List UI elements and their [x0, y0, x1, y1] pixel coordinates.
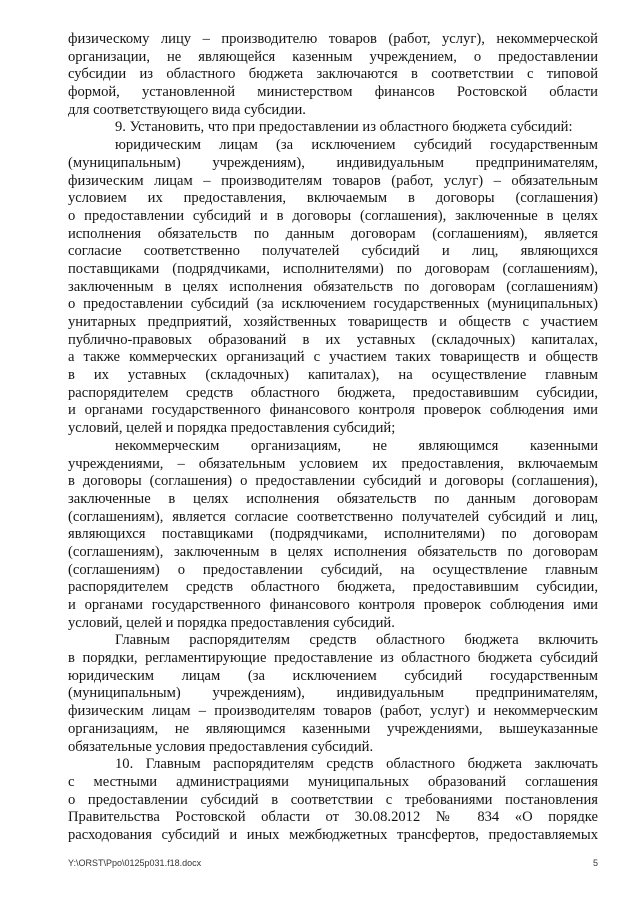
- text-line: условием их предоставления, включаемым в договоры (соглашения): [68, 190, 598, 207]
- text-line: (соглашениям) о предоставлении субсидий, на осуществление главным: [68, 561, 598, 578]
- text-line: учреждениями, – обязательным условием их предоставления, включаемым: [68, 455, 598, 472]
- text-line: унитарных предприятий, хозяйственных товариществ и обществ с участием: [68, 314, 598, 330]
- text-line: Правительства Ростовской области от 30.08.2012 № 834 «О порядке: [68, 809, 598, 826]
- text-line: в порядки, регламентирующие предоставление из областного бюджета субсидий: [68, 650, 598, 667]
- text-line: Главным распорядителям средств областного бюджета включить: [115, 632, 598, 649]
- text-line: а также коммерческих организаций с участием таких товариществ и обществ: [68, 349, 598, 366]
- text-line: (муниципальным) учреждениям), индивидуальным предпринимателям,: [68, 154, 598, 171]
- text-line: согласие соответственно получателей субсидий и лиц, являющихся: [68, 243, 598, 260]
- text-line: физическим лицам – производителям товаров (работ, услуг) и некоммерческим: [68, 703, 598, 720]
- text-line: заключенные в целях исполнения обязательств по данным договорам: [68, 490, 598, 507]
- text-line: о предоставлении субсидий в соответствии с требованиями постановления: [68, 791, 598, 808]
- text-line: заключенным в целях исполнения обязательств по договорам (соглашениям): [68, 278, 598, 295]
- text-line: публично-правовых образований в их уставных (складочных) капиталах,: [68, 331, 598, 348]
- text-line: о предоставлении субсидий (за исключением государственных (муниципальных): [68, 296, 598, 313]
- text-line: о предоставлении субсидий и в договоры (соглашения), заключенные в целях: [68, 207, 598, 224]
- text-line: физическому лицу – производителю товаров (работ, услуг), некоммерческой: [68, 31, 598, 47]
- text-line: условий, целей и порядка предоставления субсидий.: [68, 614, 395, 631]
- text-line: распорядителем средств областного бюджета, предоставившим субсидии,: [68, 579, 598, 596]
- text-line: организации, не являющейся казенным учреждением, о предоставлении: [68, 48, 598, 65]
- text-line: формой, установленной министерством финансов Ростовской области: [68, 84, 598, 101]
- text-line: некоммерческим организациям, не являющимся казенными: [115, 437, 598, 454]
- text-line: (соглашениям), является согласие соответственно получателей субсидий и лиц,: [68, 508, 598, 525]
- text-line: являющихся поставщиками (подрядчиками, исполнителями) по договорам: [68, 526, 598, 543]
- text-line: условий, целей и порядка предоставления субсидий;: [68, 420, 396, 437]
- text-line: (соглашениям), заключенным в целях исполнения обязательств по договорам: [68, 543, 598, 560]
- text-line: организациям, не являющимся казенными учреждениями, вышеуказанные: [68, 720, 598, 737]
- text-line: и органами государственного финансового контроля проверок соблюдения ими: [68, 597, 598, 613]
- text-line: физическим лицам – производителям товаров (работ, услуг) – обязательным: [68, 172, 598, 189]
- text-line: распорядителем средств областного бюджета, предоставившим субсидии,: [68, 384, 598, 401]
- text-line: 9. Установить, что при предоставлении из областного бюджета субсидий:: [115, 119, 573, 136]
- text-line: субсидии из областного бюджета заключаются в соответствии с типовой: [68, 66, 598, 83]
- text-line: поставщиками (подрядчиками, исполнителями) по договорам (соглашениям),: [68, 260, 598, 277]
- text-line: для соответствующего вида субсидии.: [68, 101, 306, 118]
- text-line: исполнения обязательств по данным договорам (соглашениям), является: [68, 225, 598, 242]
- text-line: юридическим лицам (за исключением субсидий государственным: [68, 667, 598, 684]
- file-path: Y:\ORST\Ppo\0125p031.f18.docx: [68, 858, 202, 868]
- text-line: с местными администрациями муниципальных образований соглашения: [68, 773, 598, 790]
- text-line: расходования субсидий и иных межбюджетных трансфертов, предоставляемых: [68, 826, 598, 843]
- page-number: 5: [592, 858, 598, 868]
- text-line: обязательные условия предоставления субсидий.: [68, 738, 374, 755]
- text-line: (муниципальным) учреждениям), индивидуальным предпринимателям,: [68, 685, 598, 702]
- text-line: в их уставных (складочных) капиталах), на осуществление главным: [68, 367, 598, 384]
- text-line: в договоры (соглашения) о предоставлении субсидий и договоры (соглашения),: [68, 473, 598, 490]
- text-line: и органами государственного финансового контроля проверок соблюдения ими: [68, 402, 598, 419]
- text-line: юридическим лицам (за исключением субсидий государственным: [115, 137, 598, 154]
- document-body: [68, 31, 598, 845]
- text-line: 10. Главным распорядителям средств областного бюджета заключать: [115, 756, 598, 773]
